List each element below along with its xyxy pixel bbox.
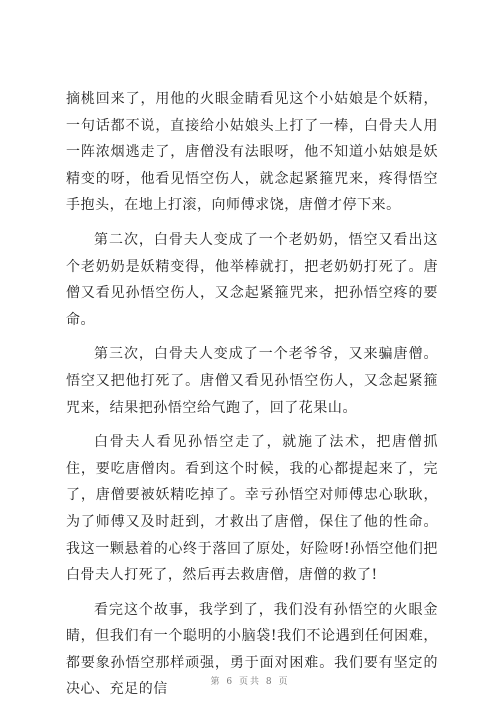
body-text <box>66 86 438 711</box>
paragraph-3: 第三次，白骨夫人变成了一个老爷爷，又来骗唐僧。悟空又把他打死了。唐僧又看见孙悟空伤人，又念起紧箍咒来，结果把孙悟空给气跑了，回了花果山。 <box>66 346 438 416</box>
paragraph-5: 看完这个故事，我学到了，我们没有孙悟空的火眼金睛，但我们有一个聪明的小脑袋!我们不论遇到任何困难，都要象孙悟空那样顽强，勇于面对困难。我们要有坚定的决心、充足的信 <box>66 601 438 698</box>
paragraph-2: 第二次，白骨夫人变成了一个老奶奶，悟空又看出这个老奶奶是妖精变得，他举棒就打，把老奶奶打死了。唐僧又看见孙悟空伤人，又念起紧箍咒来，把孙悟空疼的要命。 <box>66 231 438 328</box>
page-number: 第 6 页共 8 页 <box>210 677 290 687</box>
paragraph-1: 摘桃回来了，用他的火眼金睛看见这个小姑娘是个妖精，一句话都不说，直接给小姑娘头上打了一棒，白骨夫人用一阵浓烟逃走了，唐僧没有法眼呀，他不知道小姑娘是妖精变的呀，他看见悟空伤人，就念起紧箍咒来，疼得悟空手抱头，在地上打滚，向师傅求饶，唐僧才停下来。 <box>66 91 438 214</box>
paragraph-4: 白骨夫人看见孙悟空走了，就施了法术，把唐僧抓住，要吃唐僧肉。看到这个时候，我的心都提起来了，完了，唐僧要被妖精吃掉了。幸亏孙悟空对师傅忠心耿耿，为了师傅又及时赶到，才救出了唐僧，保住了他的性命。我这一颗悬着的心终于落回了原处，好险呀!孙悟空他们把白骨夫人打死了，然后再去救唐僧，唐僧的救了! <box>66 434 438 584</box>
